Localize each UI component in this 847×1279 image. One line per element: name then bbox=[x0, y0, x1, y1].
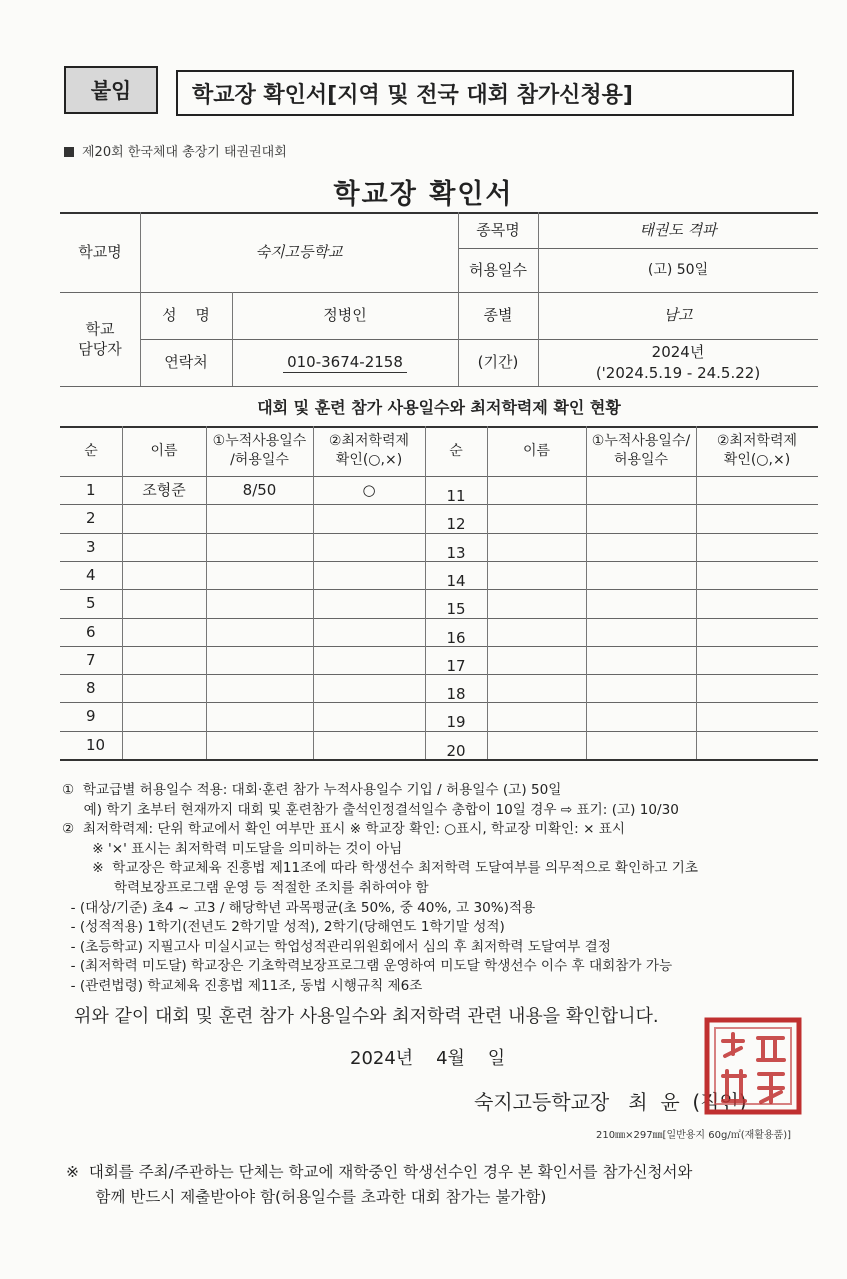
head-academic: ②최저학력제 확인(○,×) bbox=[328, 433, 410, 468]
table-cell-name bbox=[122, 646, 206, 674]
event-name-text: 제20회 한국체대 총장기 태권권대회 bbox=[82, 145, 287, 160]
head-name: 이름 bbox=[150, 442, 178, 459]
note-line: 학력보장프로그램 운영 등 적절한 조치를 취하여야 함 bbox=[62, 880, 429, 896]
note-line: - (대상/기준) 초4 ~ 고3 / 해당학년 과목평균(초 50%, 중 40%, 고 30%)적용 bbox=[62, 899, 536, 916]
table-cell-no: 18 bbox=[446, 685, 466, 704]
table-cell-no: 4 bbox=[86, 565, 96, 584]
table-cell-name bbox=[122, 618, 206, 646]
table-cell-days bbox=[586, 561, 696, 589]
document-title: 학교장 확인서 bbox=[333, 179, 514, 210]
table-cell-academic bbox=[313, 504, 425, 532]
table-cell-name bbox=[487, 674, 586, 702]
table-cell-no: 16 bbox=[446, 628, 466, 647]
table-cell-days bbox=[586, 533, 696, 561]
table-cell-days bbox=[586, 702, 696, 730]
table-cell-academic bbox=[696, 589, 818, 617]
footer-line: 함께 반드시 제출받아야 함(허용일수를 초과한 대회 참가는 불가함) bbox=[66, 1188, 547, 1206]
table-cell-days bbox=[206, 504, 313, 532]
head-name-right: 이름 bbox=[522, 442, 551, 459]
table-cell-academic bbox=[696, 504, 818, 532]
table-cell-academic: ○ bbox=[362, 481, 376, 500]
note-line: ② 최저학력제: 단위 학교에서 확인 여부만 표시 ※ 학교장 확인: ○표시, 학교장 미확인: × 표시 bbox=[62, 821, 626, 838]
head-no-right: 순 bbox=[449, 442, 463, 459]
table-cell-name bbox=[122, 504, 206, 532]
table-cell-days bbox=[586, 504, 696, 532]
note-line: - (관련법령) 학교체육 진흥법 제11조, 동법 시행규칙 제6조 bbox=[62, 978, 423, 994]
event-label: 종목명 bbox=[476, 220, 520, 239]
table-cell-academic bbox=[696, 533, 818, 561]
note-line: - (성적적용) 1학기(전년도 2학기말 성적), 2학기(당해연도 1학기말 성적) bbox=[62, 919, 505, 936]
head-no: 순 bbox=[84, 442, 98, 459]
table-cell-no: 3 bbox=[86, 537, 96, 556]
note-line: 예) 학기 초부터 현재까지 대회 및 훈련참가 출석인정결석일수 총합이 10일 경우 ⇨ 표기: (고) 10/30 bbox=[62, 801, 679, 818]
note-line: ① 학교급별 허용일수 적용: 대회·훈련 참가 누적사용일수 기입 / 허용일수 (고) 50일 bbox=[62, 782, 562, 798]
table-cell-no: 12 bbox=[446, 515, 466, 534]
table-cell-days bbox=[586, 674, 696, 702]
attachment-label: 붙임 bbox=[64, 66, 158, 114]
table-cell-name bbox=[487, 618, 586, 646]
table-cell-no: 9 bbox=[86, 707, 96, 726]
table-cell-name bbox=[487, 504, 586, 532]
table-cell-no: 15 bbox=[446, 600, 466, 619]
contact-value bbox=[232, 339, 458, 386]
table-cell-academic bbox=[696, 561, 818, 589]
status-title: 대회 및 훈련 참가 사용일수와 최저학력제 확인 현황 bbox=[257, 398, 621, 418]
table-cell-days bbox=[206, 674, 313, 702]
table-cell-academic bbox=[696, 646, 818, 674]
school-value: 숙지고등학교 bbox=[255, 242, 343, 261]
table-cell-academic bbox=[313, 646, 425, 674]
event-value: 태권도 격파 bbox=[639, 220, 717, 239]
period-range: ('2024.5.19 - 24.5.22) bbox=[595, 363, 761, 382]
table-cell-no: 2 bbox=[86, 509, 96, 528]
table-cell-days bbox=[586, 618, 696, 646]
table-cell-name bbox=[487, 646, 586, 674]
table-cell-academic bbox=[313, 731, 425, 759]
table-cell-name bbox=[487, 702, 586, 730]
table-cell-days bbox=[586, 731, 696, 759]
table-cell-academic bbox=[696, 618, 818, 646]
note-line: ※ '×' 표시는 최저학력 미도달을 의미하는 것이 아님 bbox=[62, 840, 403, 857]
table-cell-name: 조형준 bbox=[142, 481, 186, 500]
table-cell-academic bbox=[313, 702, 425, 730]
category-value: 남고 bbox=[663, 306, 693, 325]
head-days-right: ①누적사용일수/ 허용일수 bbox=[591, 433, 691, 468]
confirmation-text: 위와 같이 대회 및 훈련 참가 사용일수와 최저학력 관련 내용을 확인합니다. bbox=[74, 1006, 659, 1027]
table-cell-days bbox=[206, 702, 313, 730]
table-cell-name bbox=[122, 674, 206, 702]
table-cell-name bbox=[122, 731, 206, 759]
contact-value-text: 010-3674-2158 bbox=[283, 352, 407, 373]
table-cell-name bbox=[487, 731, 586, 759]
table-cell-name bbox=[487, 476, 586, 504]
allowed-value: (고) 50일 bbox=[647, 261, 709, 278]
event-name bbox=[64, 141, 287, 160]
table-cell-no: 7 bbox=[86, 650, 96, 669]
table-cell-no: 8 bbox=[86, 679, 96, 698]
manager-label: 학교 담당자 bbox=[78, 319, 122, 358]
note-line: - (최저학력 미도달) 학교장은 기초학력보장프로그램 운영하여 미도달 학생선수 이수 후 대회참가 가능 bbox=[62, 958, 673, 975]
table-cell-days bbox=[206, 589, 313, 617]
table-cell-days bbox=[206, 561, 313, 589]
table-cell-days bbox=[586, 476, 696, 504]
note-line: ※ 학교장은 학교체육 진흥법 제11조에 따라 학생선수 최저학력 도달여부를 의무적으로 확인하고 기초 bbox=[62, 860, 699, 877]
table-cell-no: 5 bbox=[86, 594, 96, 613]
signer-line: 숙지고등학교장 최 윤 (직인) bbox=[474, 1090, 747, 1114]
form-title: 학교장 확인서[지역 및 전국 대회 참가신청용] bbox=[176, 70, 794, 116]
table-cell-academic bbox=[696, 674, 818, 702]
table-cell-no: 19 bbox=[446, 713, 466, 732]
official-seal-icon bbox=[703, 1016, 803, 1116]
allowed-label: 허용일수 bbox=[469, 260, 527, 279]
table-cell-no: 6 bbox=[86, 622, 96, 641]
table-cell-no: 14 bbox=[446, 571, 466, 590]
table-cell-name bbox=[487, 561, 586, 589]
footer-line: ※ 대회를 주최/주관하는 단체는 학교에 재학중인 학생선수인 경우 본 확인서를 참가신청서와 bbox=[66, 1163, 693, 1181]
table-cell-academic bbox=[313, 618, 425, 646]
table-cell-name bbox=[122, 702, 206, 730]
table-cell-no: 13 bbox=[446, 543, 466, 562]
period-label: (기간) bbox=[477, 353, 519, 372]
name-label: 성 명 bbox=[162, 306, 210, 325]
table-cell-no: 20 bbox=[446, 741, 466, 760]
table-cell-days bbox=[206, 533, 313, 561]
table-cell-name bbox=[487, 533, 586, 561]
table-cell-days bbox=[586, 646, 696, 674]
table-cell-days bbox=[586, 589, 696, 617]
table-cell-academic bbox=[313, 561, 425, 589]
table-cell-days bbox=[206, 646, 313, 674]
table-cell-days: 8/50 bbox=[242, 481, 277, 500]
name-value: 정병인 bbox=[323, 306, 367, 325]
table-cell-name bbox=[122, 589, 206, 617]
table-cell-name bbox=[122, 561, 206, 589]
table-cell-name bbox=[487, 589, 586, 617]
contact-label: 연락처 bbox=[164, 353, 208, 372]
table-cell-academic bbox=[696, 731, 818, 759]
table-cell-no: 10 bbox=[86, 735, 106, 754]
paper-spec: 210㎜×297㎜[일반용지 60g/㎡(재활용품)] bbox=[596, 1130, 792, 1141]
period-year: 2024년 bbox=[651, 343, 705, 362]
table-cell-days bbox=[206, 618, 313, 646]
table-cell-academic bbox=[696, 702, 818, 730]
head-days: ①누적사용일수 /허용일수 bbox=[212, 433, 307, 468]
date-line: 2024년 4월 일 bbox=[350, 1048, 506, 1069]
table-cell-academic bbox=[313, 674, 425, 702]
bullet-square-icon bbox=[64, 147, 74, 157]
school-label: 학교명 bbox=[78, 242, 122, 261]
table-cell-name bbox=[122, 533, 206, 561]
table-cell-no: 1 bbox=[86, 481, 96, 500]
period-value bbox=[538, 339, 818, 386]
table-cell-no: 17 bbox=[446, 656, 466, 675]
table-cell-no: 11 bbox=[446, 487, 466, 506]
table-cell-academic bbox=[313, 533, 425, 561]
note-line: - (초등학교) 지필고사 미실시교는 학업성적관리위원회에서 심의 후 최저학력 도달여부 결정 bbox=[62, 938, 611, 955]
table-cell-academic bbox=[313, 589, 425, 617]
table-cell-academic bbox=[696, 476, 818, 504]
table-cell-days bbox=[206, 731, 313, 759]
head-academic-right: ②최저학력제 확인(○,×) bbox=[716, 433, 798, 468]
category-label: 종별 bbox=[483, 306, 513, 325]
